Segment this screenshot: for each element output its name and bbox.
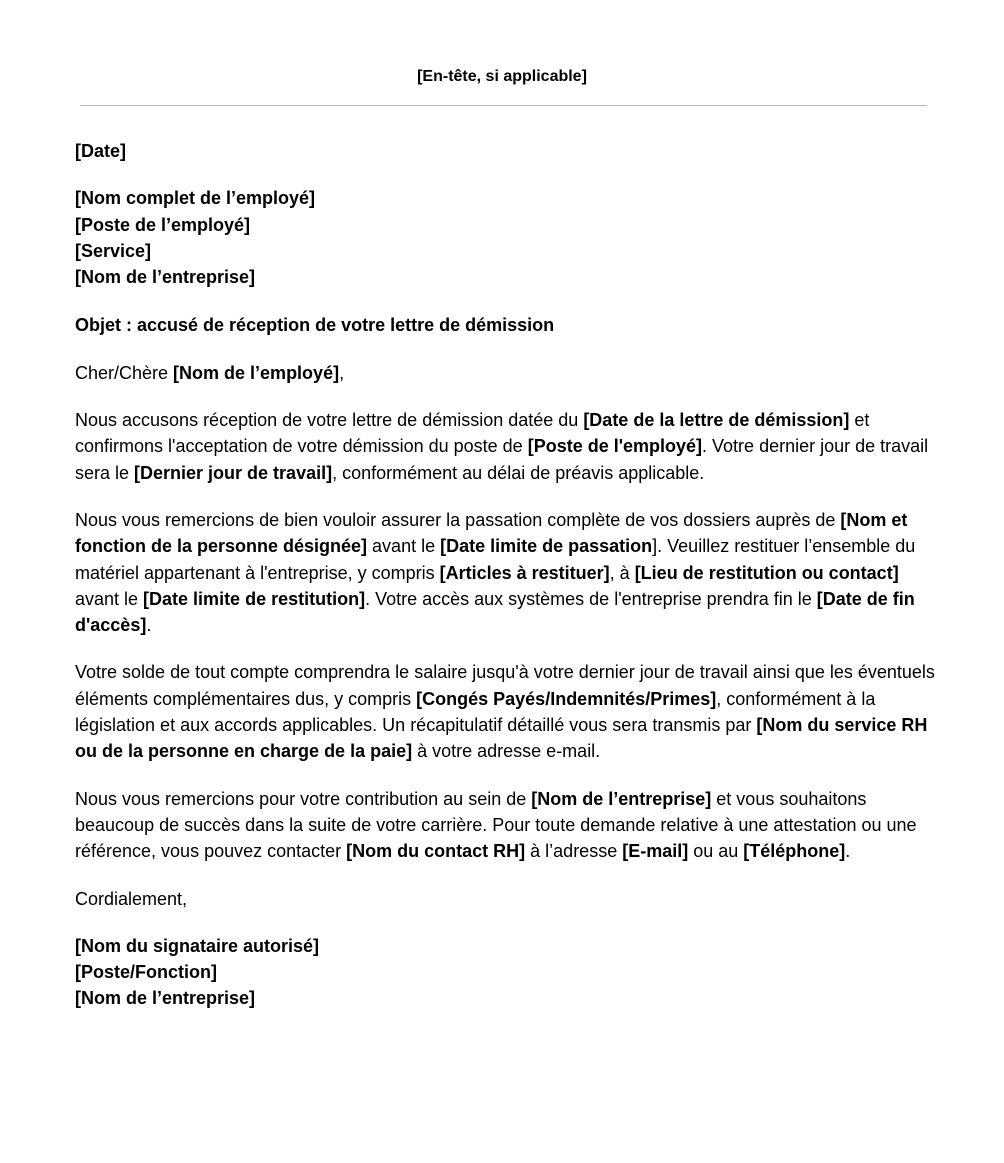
- p1-text: et confirmons l'acceptation de votre démission du poste de: [75, 410, 870, 457]
- p2-placeholder: [Date de fin d'accès]: [75, 588, 915, 636]
- paragraph-4: [75, 786, 935, 865]
- p1-placeholder: [Poste de l'employé]: [527, 436, 703, 457]
- p4-text: Nous vous remercions pour votre contribution au sein de: [75, 788, 532, 809]
- p1-text: , conformément au délai de préavis applicable.: [332, 462, 705, 483]
- closing: Cordialement,: [75, 888, 188, 909]
- p3-text: à votre adresse e-mail.: [412, 741, 601, 762]
- recipient-service: [Service]: [75, 240, 152, 261]
- salutation: [75, 360, 935, 386]
- salutation-prefix: Cher/Chère: [75, 362, 174, 383]
- p3-text: Votre solde de tout compte comprendra le salaire jusqu'à votre dernier jour de travail ainsi que les éventuels éléments complémentaires dus, y compris: [75, 662, 935, 709]
- salutation-name: [Nom de l’employé]: [173, 362, 340, 383]
- p4-text: .: [845, 841, 851, 862]
- p2-text: Nous vous remercions de bien vouloir assurer la passation complète de vos dossiers auprès de: [75, 509, 841, 530]
- p2-text: . Votre accès aux systèmes de l'entreprise prendra fin le: [365, 588, 817, 609]
- p3-placeholder: [Nom du service RH ou de la personne en charge de la paie]: [75, 715, 928, 762]
- p4-placeholder: [Nom du contact RH]: [346, 841, 526, 862]
- paragraph-1: [75, 407, 935, 486]
- signatory-position: [Poste/Fonction]: [75, 962, 217, 983]
- paragraph-3: [75, 659, 935, 764]
- p4-text: et vous souhaitons beaucoup de succès dans la suite de votre carrière. Pour toute demande relative à une attestation ou une référence, vous pouvez contacter: [75, 788, 917, 862]
- paragraph-2: [75, 507, 935, 638]
- signatory-name: [Nom du signataire autorisé]: [75, 935, 320, 956]
- p2-placeholder: [Articles à restituer]: [439, 562, 610, 583]
- p4-placeholder: [Nom de l’entreprise]: [531, 788, 712, 809]
- p1-text: . Votre dernier jour de travail sera le: [75, 436, 929, 483]
- p2-text: avant le: [367, 536, 441, 557]
- subject-line: [75, 312, 935, 338]
- letterhead: [En-tête, si applicable]: [417, 68, 587, 85]
- p2-text: , à: [609, 562, 635, 583]
- header-divider: [80, 105, 927, 106]
- p2-placeholder: [Lieu de restitution ou contact]: [634, 562, 899, 583]
- p1-placeholder: [Date de la lettre de démission]: [583, 410, 850, 431]
- p1-text: Nous accusons réception de votre lettre de démission datée du: [75, 410, 584, 431]
- p4-text: à l’adresse: [525, 841, 623, 862]
- p4-placeholder: [Téléphone]: [743, 841, 846, 862]
- p3-placeholder: [Congés Payés/Indemnités/Primes]: [416, 688, 717, 709]
- signature-block: [75, 933, 935, 1012]
- recipient-position: [Poste de l’employé]: [75, 214, 251, 235]
- salutation-suffix: ,: [339, 362, 345, 383]
- p4-text: ou au: [688, 841, 744, 862]
- p1-placeholder: [Dernier jour de travail]: [134, 462, 333, 483]
- p2-text: .: [146, 615, 152, 636]
- recipient-name: [Nom complet de l’employé]: [75, 188, 316, 209]
- p2-placeholder: [Date limite de restitution]: [143, 588, 366, 609]
- date-placeholder: [Date]: [75, 141, 127, 161]
- recipient-company: [Nom de l’entreprise]: [75, 267, 256, 288]
- p2-text: ]. Veuillez restituer l’ensemble du matériel appartenant à l'entreprise, y compris: [75, 536, 916, 583]
- recipient-block: [75, 185, 935, 290]
- subject-text: Objet : accusé de réception de votre lettre de démission: [75, 315, 555, 336]
- p2-text: avant le: [75, 588, 144, 609]
- p4-placeholder: [E-mail]: [622, 841, 689, 862]
- p2-placeholder: [Nom et fonction de la personne désignée]: [75, 509, 908, 557]
- letter-date: [75, 138, 935, 164]
- p3-text: , conformément à la législation et aux accords applicables. Un récapitulatif détaillé vous sera transmis par: [75, 688, 876, 736]
- letter-body: [75, 138, 935, 1033]
- p2-placeholder: [Date limite de passation: [440, 536, 653, 557]
- signatory-company: [Nom de l’entreprise]: [75, 988, 256, 1009]
